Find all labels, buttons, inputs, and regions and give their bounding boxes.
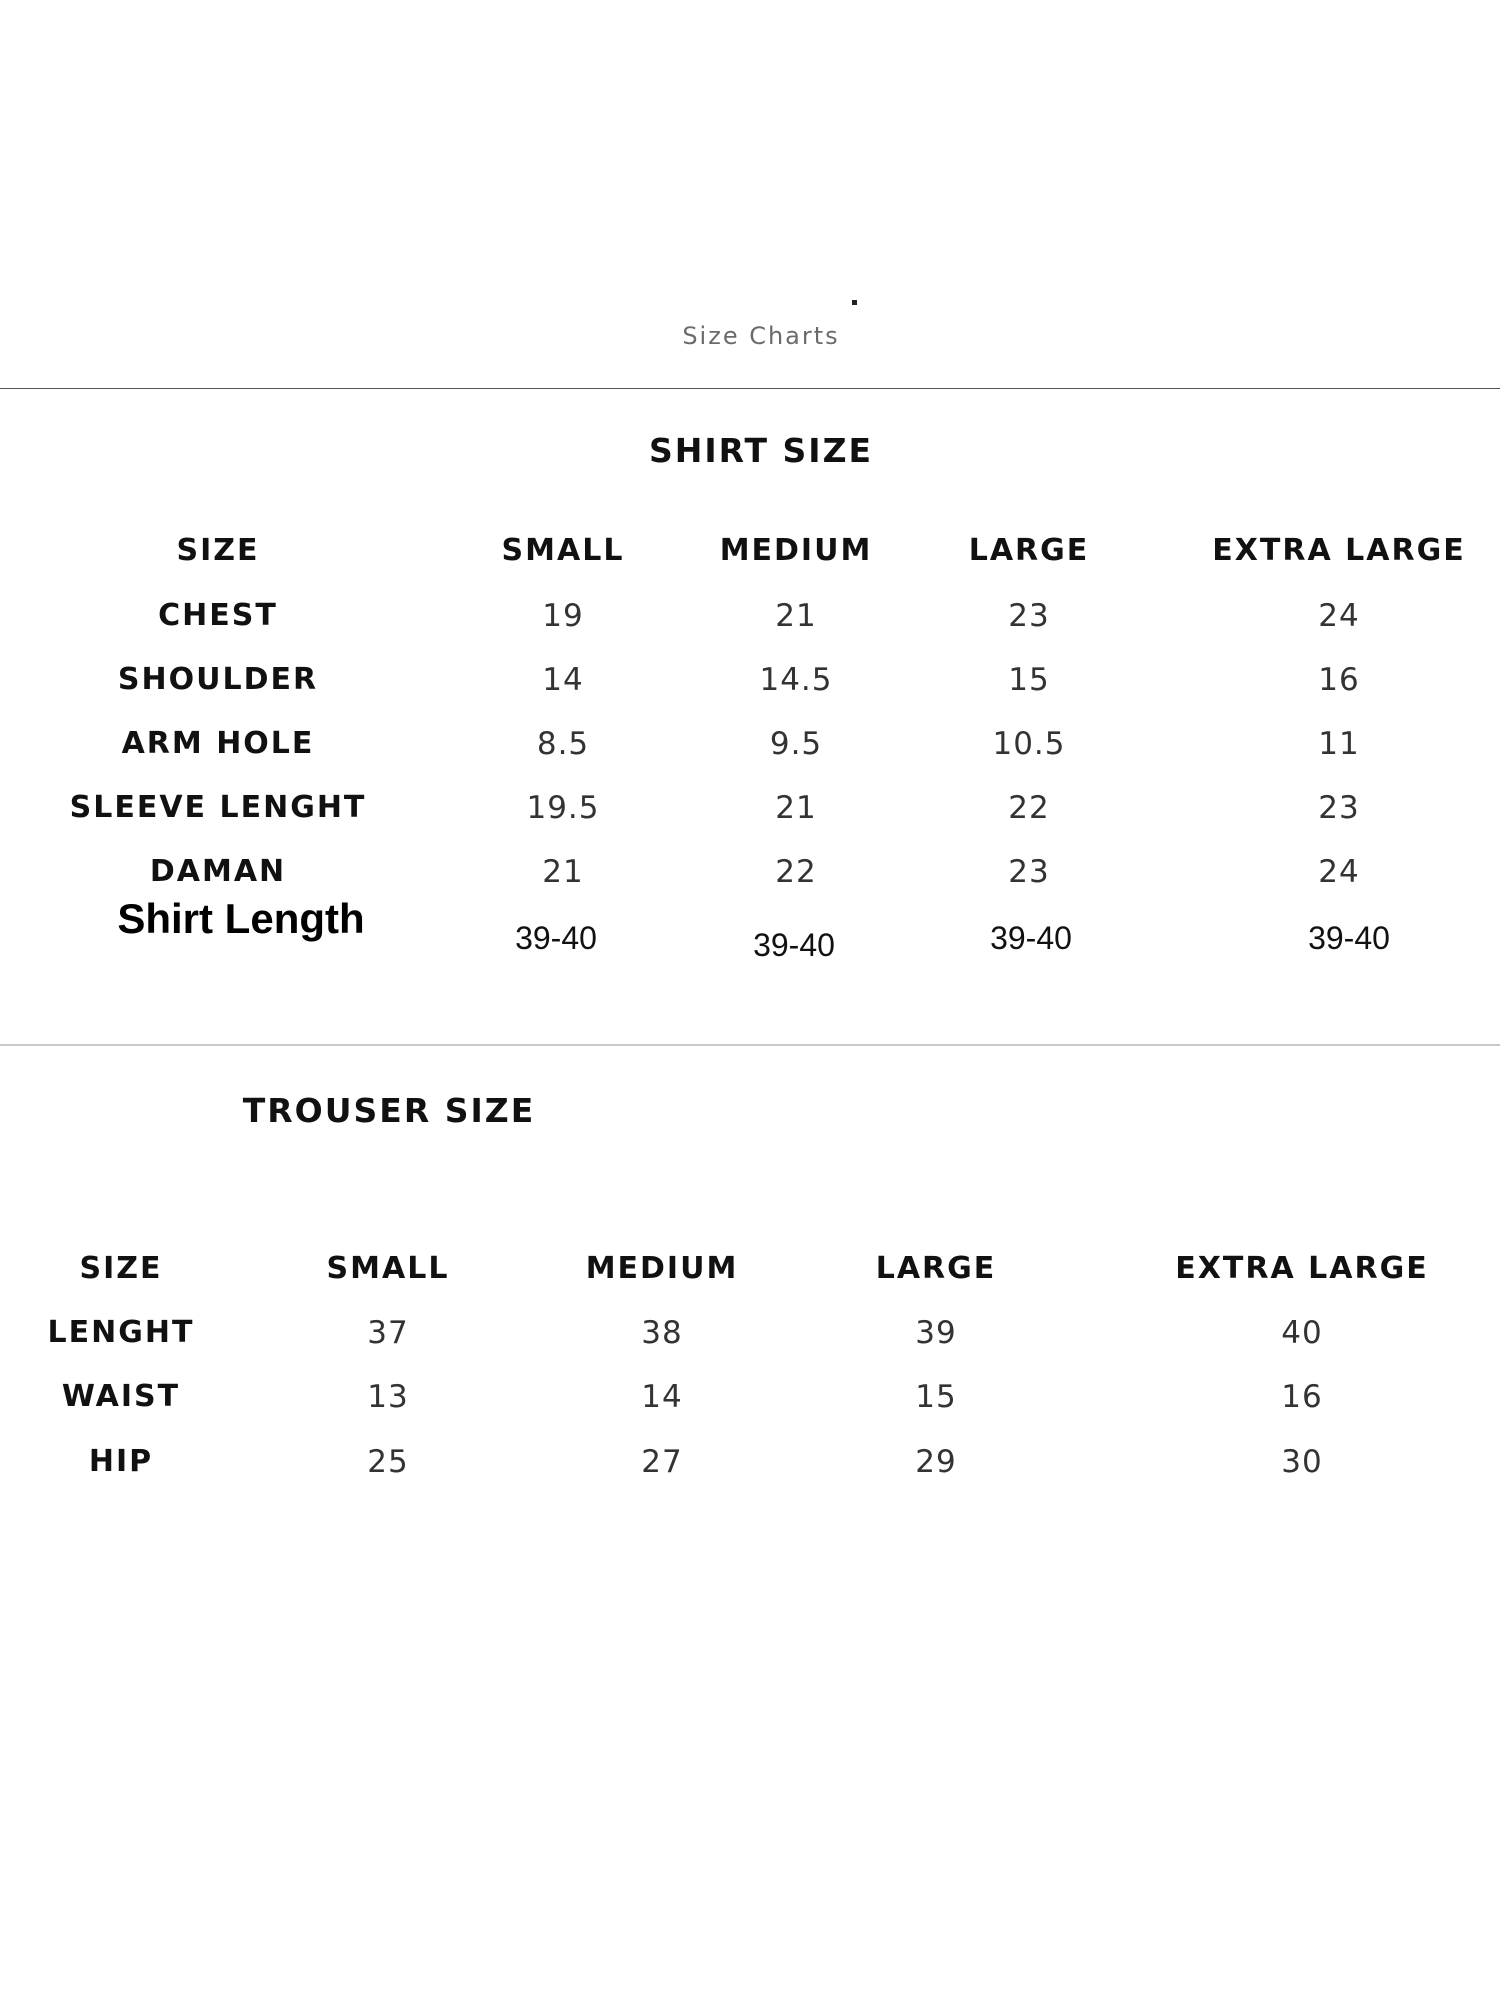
shirt-cell: 16 [1318, 662, 1360, 698]
shirt-row-label: SLEEVE LENGHT [69, 790, 367, 825]
trouser-cell: 16 [1281, 1379, 1323, 1415]
shirt-cell: 39-40 [990, 920, 1072, 956]
shirt-cell: 39-40 [515, 920, 597, 956]
trouser-header-large: LARGE [875, 1251, 997, 1286]
shirt-header-medium: MEDIUM [719, 533, 873, 568]
shirt-cell: 24 [1318, 854, 1360, 890]
shirt-header-small: SMALL [501, 533, 625, 568]
trouser-row-label: HIP [88, 1444, 154, 1479]
shirt-cell: 22 [1008, 790, 1050, 826]
shirt-cell: 24 [1318, 598, 1360, 634]
shirt-row-label: SHOULDER [117, 662, 319, 697]
decorative-dot [852, 300, 857, 305]
shirt-cell: 10.5 [992, 726, 1066, 762]
trouser-cell: 25 [367, 1444, 409, 1480]
trouser-cell: 37 [367, 1315, 409, 1351]
trouser-row-label: WAIST [61, 1379, 181, 1414]
trouser-cell: 40 [1281, 1315, 1323, 1351]
trouser-cell: 38 [641, 1315, 683, 1351]
trouser-cell: 29 [915, 1444, 957, 1480]
trouser-cell: 14 [641, 1379, 683, 1415]
shirt-cell: 11 [1318, 726, 1360, 762]
shirt-size-title: SHIRT SIZE [648, 431, 874, 470]
shirt-header-size: SIZE [176, 533, 260, 568]
shirt-row-label: CHEST [158, 598, 278, 633]
shirt-cell: 39-40 [1308, 920, 1390, 956]
trouser-header-small: SMALL [326, 1251, 450, 1286]
trouser-cell: 30 [1281, 1444, 1323, 1480]
shirt-cell: 8.5 [536, 726, 590, 762]
trouser-cell: 39 [915, 1315, 957, 1351]
trouser-header-medium: MEDIUM [585, 1251, 739, 1286]
trouser-cell: 27 [641, 1444, 683, 1480]
shirt-cell: 23 [1008, 598, 1050, 634]
shirt-row-label: ARM HOLE [121, 726, 315, 761]
shirt-cell: 9.5 [769, 726, 823, 762]
shirt-cell: 21 [775, 790, 817, 826]
shirt-cell: 14 [542, 662, 584, 698]
shirt-cell: 15 [1008, 662, 1050, 698]
trouser-header-extra-large: EXTRA LARGE [1175, 1251, 1429, 1286]
shirt-cell: 14.5 [759, 662, 833, 698]
shirt-cell: 23 [1318, 790, 1360, 826]
shirt-row-label: DAMAN [149, 854, 287, 889]
shirt-cell: 21 [542, 854, 584, 890]
shirt-cell: 23 [1008, 854, 1050, 890]
trouser-size-title: TROUSER SIZE [242, 1091, 536, 1130]
shirt-cell: 19 [542, 598, 584, 634]
trouser-header-size: SIZE [79, 1251, 163, 1286]
trouser-cell: 15 [915, 1379, 957, 1415]
shirt-row-label: Shirt Length [117, 895, 365, 942]
shirt-cell: 22 [775, 854, 817, 890]
shirt-cell: 39-40 [753, 927, 835, 963]
divider-middle [0, 1044, 1500, 1046]
shirt-header-extra-large: EXTRA LARGE [1212, 533, 1466, 568]
trouser-row-label: LENGHT [47, 1315, 195, 1350]
divider-top [0, 388, 1500, 389]
page-subtitle: Size Charts [682, 322, 840, 350]
shirt-header-large: LARGE [968, 533, 1090, 568]
trouser-cell: 13 [367, 1379, 409, 1415]
shirt-cell: 19.5 [526, 790, 600, 826]
shirt-cell: 21 [775, 598, 817, 634]
